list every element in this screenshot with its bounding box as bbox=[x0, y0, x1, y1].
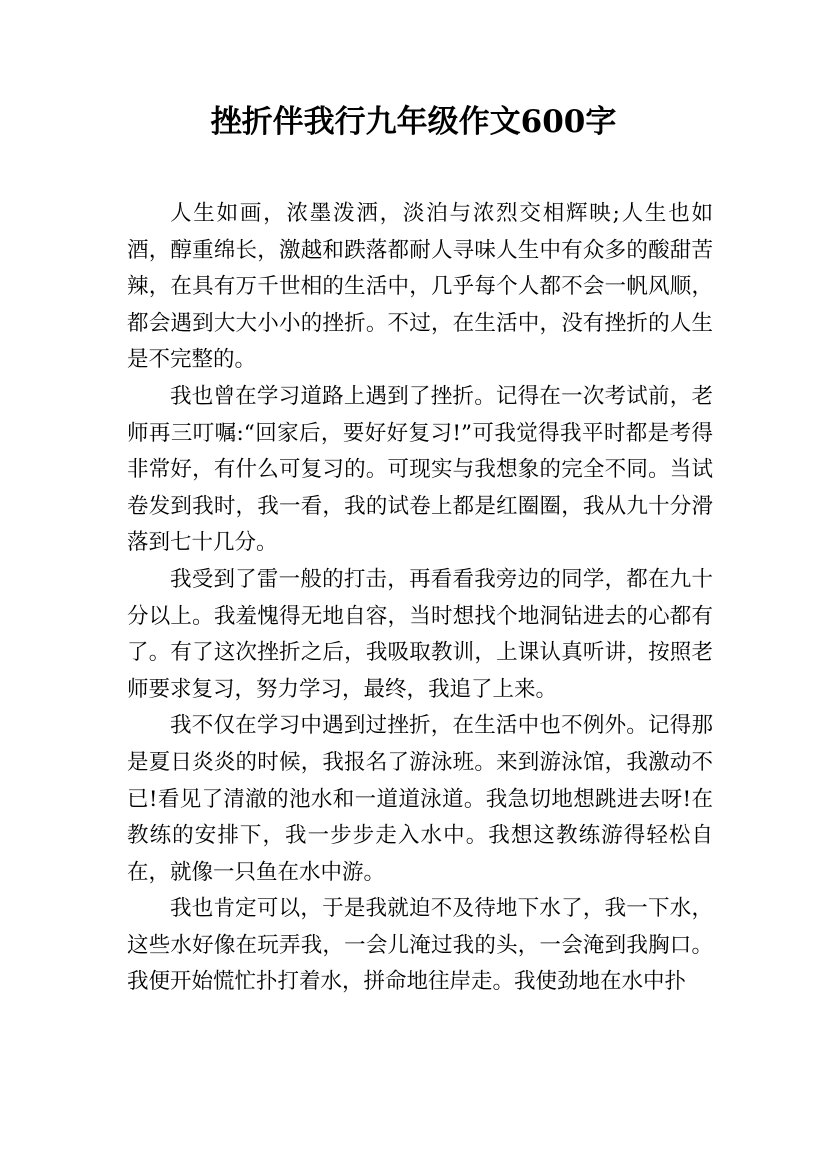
document-body bbox=[127, 196, 713, 1001]
document-title: 挫折伴我行九年级作文600字 bbox=[210, 104, 617, 140]
paragraph-4: 我不仅在学习中遇到过挫折，在生活中也不例外。记得那是夏日炎炎的时候，我报名了游泳班。来到游泳馆，我激动不已!看见了清澈的池水和一道道泳道。我急切地想跳进去呀!在教练的安排下，我一步步走入水中。我想这教练游得轻松自在，就像一只鱼在水中游。 bbox=[127, 713, 713, 885]
paragraph-1: 人生如画，浓墨泼洒，淡泊与浓烈交相辉映;人生也如酒，醇重绵长，激越和跌落都耐人寻味人生中有众多的酸甜苦辣，在具有万千世相的生活中，几乎每个人都不会一帆风顺，都会遇到大大小小的挫折。不过，在生活中，没有挫折的人生是不完整的。 bbox=[127, 201, 713, 373]
paragraph-5: 我也肯定可以，于是我就迫不及待地下水了，我一下水，这些水好像在玩弄我，一会儿淹过我的头，一会淹到我胸口。我便开始慌忙扑打着水，拼命地往岸走。我使劲地在水中扑 bbox=[127, 896, 713, 995]
paragraph-2: 我也曾在学习道路上遇到了挫折。记得在一次考试前，老师再三叮嘱:“回家后，要好好复习!”可我觉得我平时都是考得非常好，有什么可复习的。可现实与我想象的完全不同。当试卷发到我时，我一看，我的试卷上都是红圈圈，我从九十分滑落到七十几分。 bbox=[127, 383, 713, 556]
paragraph-3: 我受到了雷一般的打击，再看看我旁边的同学，都在九十分以上。我羞愧得无地自容，当时想找个地洞钻进去的心都有了。有了这次挫折之后，我吸取教训，上课认真听讲，按照老师要求复习，努力学习，最终，我追了上来。 bbox=[127, 566, 713, 702]
